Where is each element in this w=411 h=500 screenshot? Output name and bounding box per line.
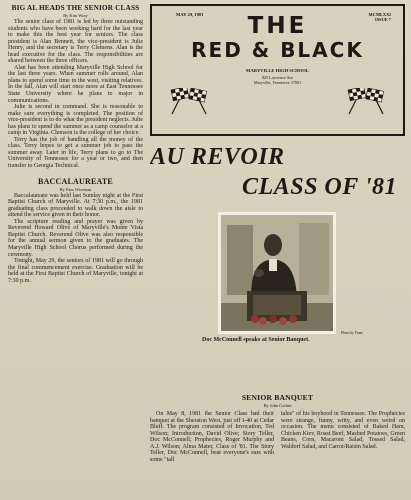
address-line: 825 Lawrence Ave bbox=[261, 75, 294, 80]
article-column bbox=[150, 411, 274, 463]
article-paragraph: Baccalaureate was held last Sunday night at the First Baptist Church of Maryville. At 7:30 p.m., the 1981 graduating class proceeded to walk down the aisle to attend the service given in their honor. bbox=[8, 192, 143, 219]
checkered-flags-icon bbox=[166, 88, 212, 116]
address-line: Maryville, Tennessee 37801 bbox=[253, 80, 302, 85]
checkered-flags-icon bbox=[343, 88, 389, 116]
newspaper-title bbox=[152, 14, 403, 61]
main-headline-line-1: AU REVOIR bbox=[150, 144, 285, 170]
article-paragraph: Julie is second in command. She is reasonable to make sure everything is completed. The position of vice-president is to do what the president neglects. Julie has plans to spend the summer as a camp counselor at a camp in Virginia. Clemson is the college of her choice. bbox=[8, 104, 143, 137]
photo-caption: Doc McConnell speaks at Senior Banquet. bbox=[202, 337, 310, 343]
article-paragraph: The senior class of 1981 is led by three outstanding students who have been working hard for the last year to make this the best year for seniors. The class president is Alan Bennett, the vice-president is Julie Henry, and the secretary is Terry Clemens. Alan is the head executive for the class. The responsibilities are shared between the three officers. bbox=[8, 19, 143, 65]
article-paragraph: The scripture reading and prayer was given by Reverend Howard Olive of Maryville's Monte Vista Baptist Church. Reverend Olive was also responsible for the annual sermon given to the graduates. The Maryville High School Chorus performed during the ceremony. bbox=[8, 218, 143, 258]
article-senior-class bbox=[8, 4, 143, 170]
issue-date: MAY 29, 1981 bbox=[176, 12, 204, 17]
article-body bbox=[8, 193, 143, 285]
right-column bbox=[150, 4, 405, 496]
school-address bbox=[152, 75, 403, 85]
photo-credit: Photo by Franc bbox=[341, 331, 363, 335]
article-paragraph: Tonight, May 29, the seniors of 1981 will go through the final commencement exercise. Graduation will be held at the First Baptist Church of Maryville, tonight at 7:30 p.m. bbox=[8, 258, 143, 284]
issue-number: ISSUE 7 bbox=[375, 17, 391, 22]
article-paragraph: Terry has the job of handling all the money of the class. Terry hopes to get a summer job to pass the summer away. Later in life, Terry plans to go to The University of Tennessee for a year or two, and then transfer to Georgia Technical. bbox=[8, 136, 143, 170]
article-byline: By Pam Wiseman bbox=[59, 186, 92, 192]
article-paragraph: tales" of his boyhood in Tennessee. The Prophecies were strange, funny, witty, and even weird on occasion. The menu consisted of Baked Ham, Chicken Kiev, Roast Beef, Mashed Potatoes, Green Beans, Corn, Macaroni Salad, Tossed Salad, Waldorf Salad, and Carrot/Raisin Salad. bbox=[281, 411, 405, 450]
article-headline: BIG AL HEADS THE SENIOR CLASS bbox=[11, 4, 140, 12]
article-headline: BACCALAUREATE bbox=[38, 176, 113, 186]
article-senior-banquet bbox=[150, 394, 405, 463]
school-name: MARYVILLE HIGH SCHOOL bbox=[246, 68, 309, 73]
article-headline: SENIOR BANQUET bbox=[241, 393, 314, 402]
article-body bbox=[8, 19, 143, 170]
article-paragraph: Alan has been attending Maryville High School for the last three years. When summer rolls around, Alan plans to spend some time in the west, visiting relatives. In the fall, Alan will start once more at East Tennessee State University where he plans to major in communications. bbox=[8, 64, 143, 104]
article-body bbox=[150, 411, 405, 463]
masthead bbox=[150, 4, 405, 136]
volume-number: MCMLXXI bbox=[368, 12, 391, 17]
article-byline: By John Corbin bbox=[263, 403, 292, 408]
speaker-photo bbox=[218, 212, 336, 334]
left-column bbox=[8, 4, 143, 496]
main-headline-line-2: CLASS OF '81 bbox=[242, 174, 397, 200]
article-column bbox=[281, 411, 405, 463]
article-byline: By Kim Wray bbox=[63, 13, 88, 18]
title-line-2: RED & BLACK bbox=[191, 38, 364, 62]
speaker-photo-image bbox=[221, 215, 333, 331]
article-baccalaureate bbox=[8, 178, 143, 285]
title-line-1: THE bbox=[247, 13, 308, 39]
article-paragraph: On May 8, 1981 the Senior Class had their banquet at the Sheraton West, just off I-40 at Cedar Bluff. The program consisted of Invocation, Ted Wilson; Introduction, David Olive; Story Teller, Doc McConnell; Prophecies, Roger Murphy and A.J. Wilson; Alma Mater, Class of '81. The Story Teller, Doc McConnell, beat everyone's ears with some "tall bbox=[150, 411, 274, 463]
